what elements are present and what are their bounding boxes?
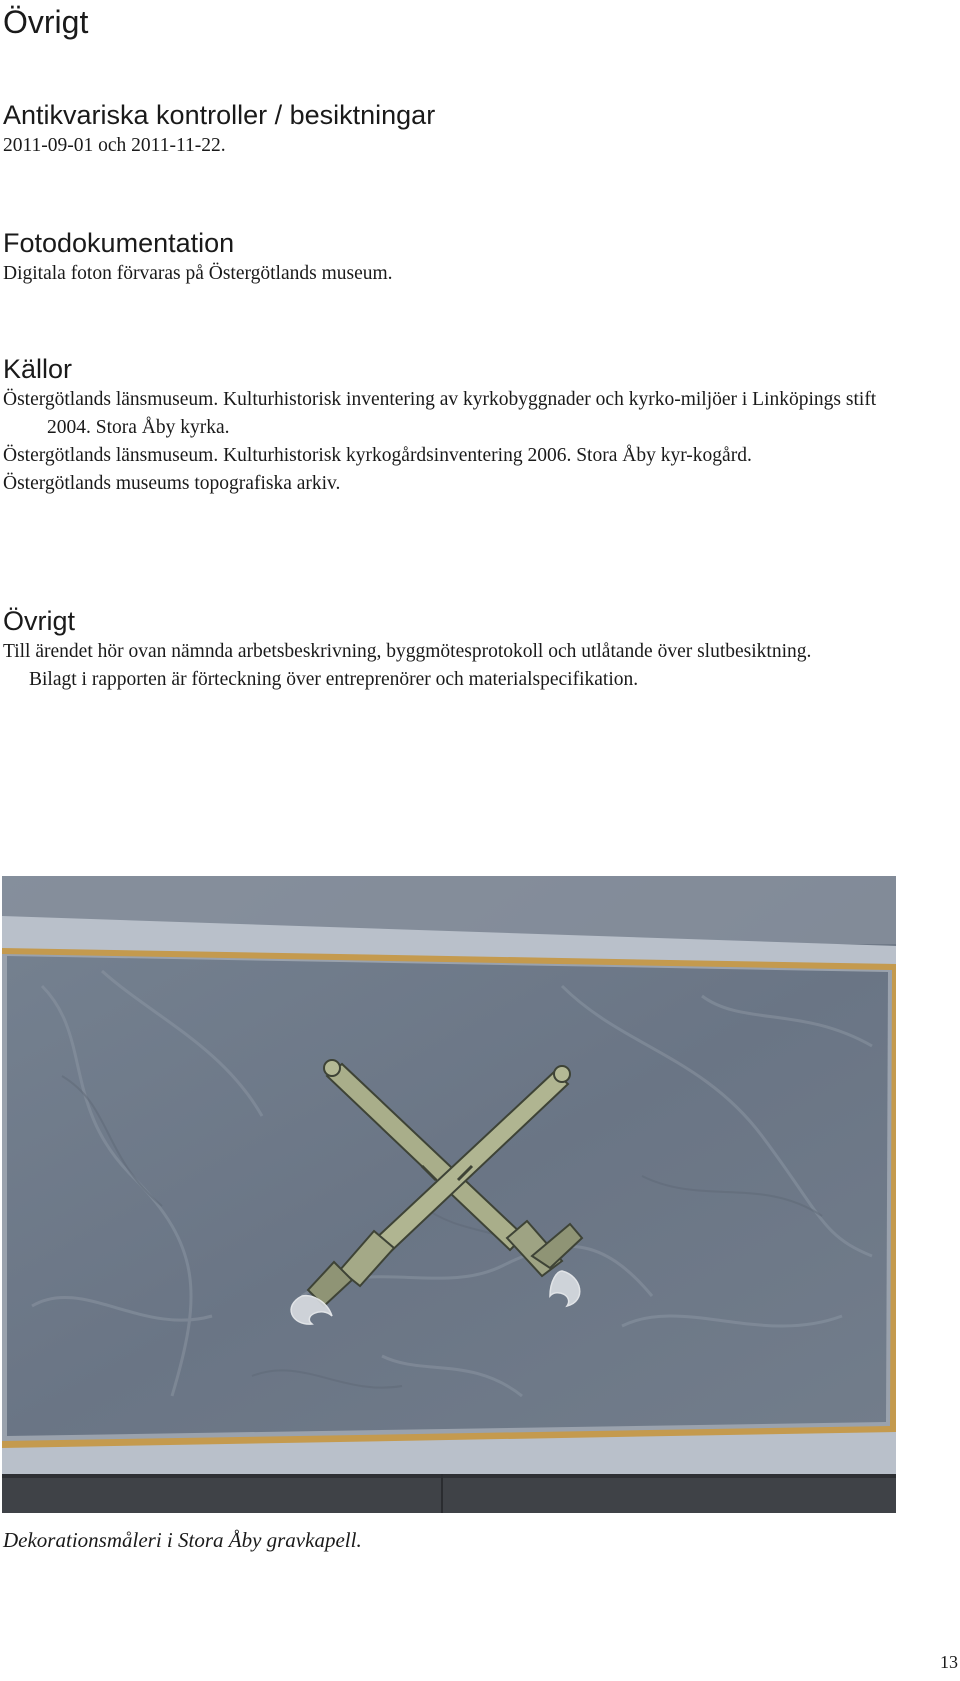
decoration-painting-image [2,876,896,1513]
source-item: Östergötlands länsmuseum. Kulturhistorisk inventering av kyrkobyggnader och kyrko-miljöer i Linköpings stift 2004. Stora Åby kyrka. [3,389,877,438]
page-number: 13 [940,1652,958,1672]
section-inspections [3,98,893,160]
section-text-other-1: Till ärendet hör ovan nämnda arbetsbeskrivning, byggmötesprotokoll och utlåtande över slutbesiktning. [3,641,812,662]
section-text-photos: Digitala foton förvaras på Östergötlands museum. [3,263,393,284]
decoration-photo [2,876,896,1513]
stone-base [2,1474,896,1513]
section-other [3,604,893,694]
figure-caption: Dekorationsmåleri i Stora Åby gravkapell. [3,1528,362,1552]
source-item: Östergötlands museums topografiska arkiv. [3,473,341,494]
section-sources [3,352,893,498]
section-title-sources: Källor [3,354,73,384]
source-item: Östergötlands länsmuseum. Kulturhistorisk kyrkogårdsinventering 2006. Stora Åby kyr-kogård. [3,445,752,466]
section-text-other-2: Bilagt i rapporten är förteckning över entreprenörer och materialspecifikation. [29,669,639,690]
page-heading: Övrigt [3,4,89,40]
section-title-inspections: Antikvariska kontroller / besiktningar [3,100,436,130]
section-title-photos: Fotodokumentation [3,228,235,258]
section-photos [3,226,893,288]
section-text-inspections: 2011-09-01 och 2011-11-22. [3,135,226,156]
section-title-other: Övrigt [3,606,76,636]
